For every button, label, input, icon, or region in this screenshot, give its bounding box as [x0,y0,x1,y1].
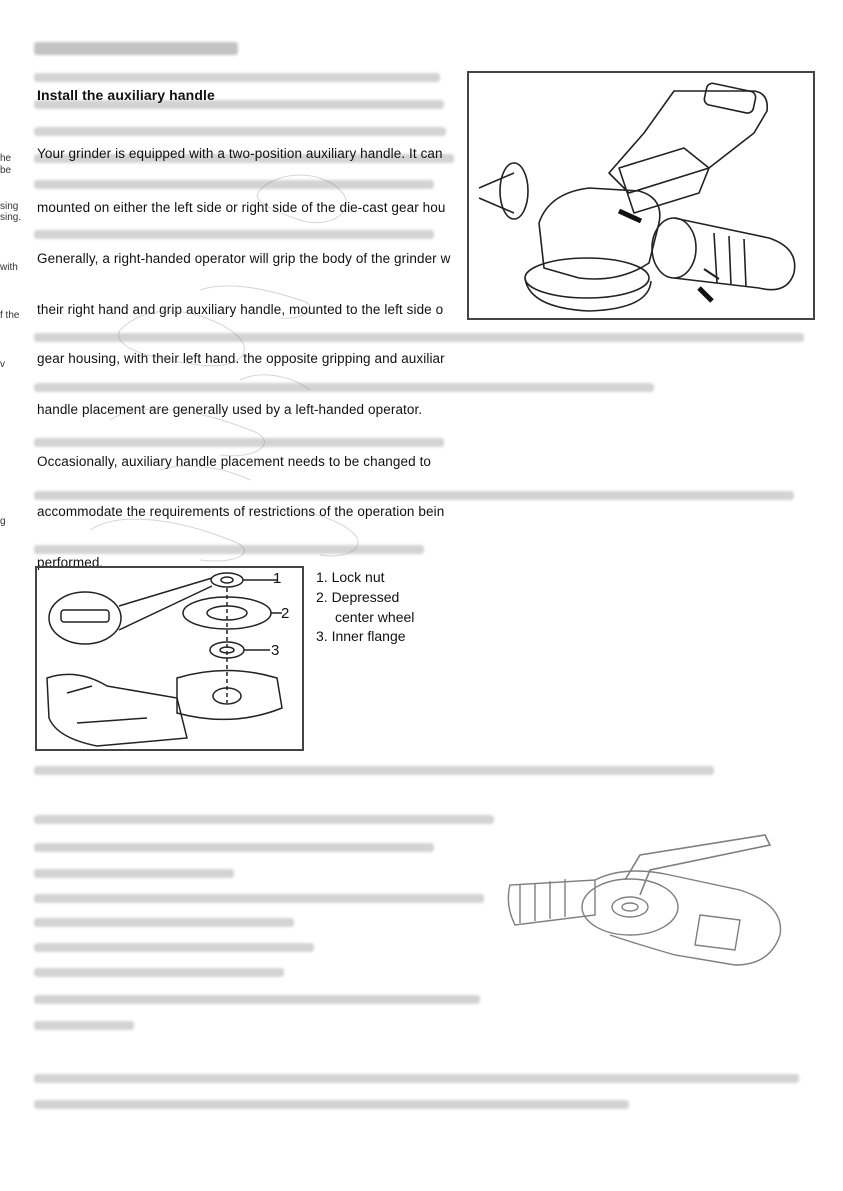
edge-fragment: he [0,153,12,164]
edge-fragment: v [0,359,5,370]
paragraph-line: mounted on either the left side or right side of the die-cast gear hou [37,200,446,215]
legend-item: 2. Depressed [316,589,400,605]
legend-item: 3. Inner flange [316,628,406,644]
grinder-wrench-figure [500,815,800,1015]
paragraph-line: handle placement are generally used by a left-handed operator. [37,402,423,417]
callout-1: 1 [273,570,282,587]
wheel-assembly-figure [35,566,304,751]
paragraph-line: Generally, a right-handed operator will grip the body of the grinder w [37,251,451,266]
edge-fragment: sing [0,201,19,212]
legend-item: 1. Lock nut [316,569,385,585]
edge-fragment: sing. [0,212,22,223]
wheel-assembly-illustration [37,568,302,749]
paragraph-line: Your grinder is equipped with a two-position auxiliary handle. It can [37,146,443,161]
edge-fragment: with [0,262,18,273]
edge-fragment: be [0,165,12,176]
callout-3: 3 [271,642,280,659]
callout-2: 2 [281,605,290,622]
paragraph-line: gear housing, with their left hand. the opposite gripping and auxiliar [37,351,445,366]
section-heading: Install the auxiliary handle [37,87,215,103]
legend-item: center wheel [335,609,415,625]
paragraph-line: accommodate the requirements of restrictions of the operation bein [37,504,445,519]
grinder-illustration [469,73,813,318]
paragraph-line: Occasionally, auxiliary handle placement needs to be changed to [37,454,432,469]
edge-fragment: g [0,516,6,527]
paragraph-line: performed. [37,555,104,570]
grinder-handle-figure [467,71,815,320]
paragraph-line: their right hand and grip auxiliary handle, mounted to the left side o [37,302,444,317]
edge-fragment: f the [0,310,20,321]
